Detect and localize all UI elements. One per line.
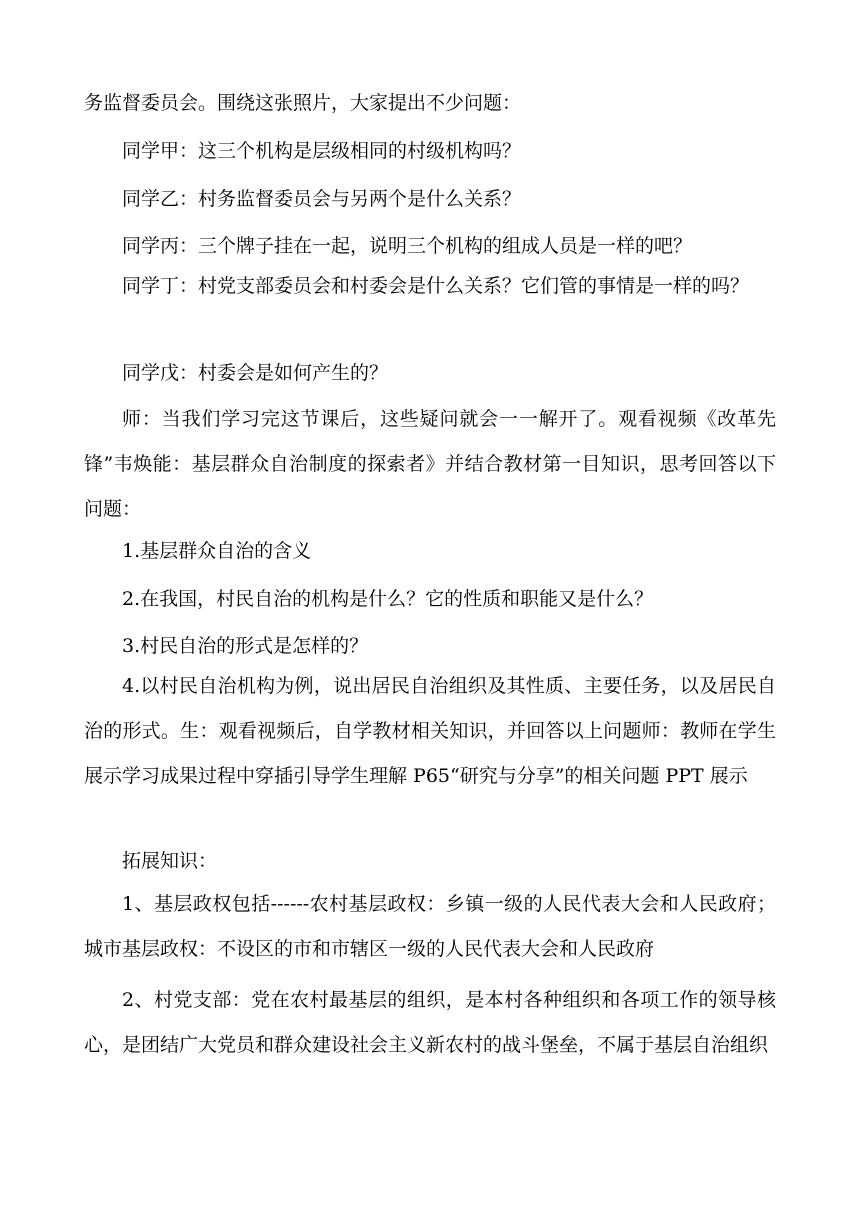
paragraph-student-wu: 同学戊：村委会是如何产生的？ bbox=[122, 362, 389, 384]
paragraph-student-bing: 同学丙：三个牌子挂在一起，说明三个机构的组成人员是一样的吧？ bbox=[122, 235, 693, 257]
extended-knowledge-item-2: 2、村党支部：党在农村最基层的组织，是本村各种组织和各项工作的领导核心，是团结广大党员和群众建设社会主义新农村的战斗堡垒，不属于基层自治组织 bbox=[84, 989, 776, 1056]
extended-knowledge-item-1: 1、基层政权包括------农村基层政权：乡镇一级的人民代表大会和人民政府；城市基层政权：不设区的市和市辖区一级的人民代表大会和人民政府 bbox=[84, 893, 776, 960]
question-3: 3.村民自治的形式是怎样的？ bbox=[122, 635, 369, 657]
paragraph-intro-continuation: 务监督委员会。围绕这张照片，大家提出不少问题： bbox=[84, 92, 522, 114]
paragraph-student-yi: 同学乙：村务监督委员会与另两个是什么关系？ bbox=[122, 188, 522, 210]
question-4: 4.以村民自治机构为例，说出居民自治组织及其性质、主要任务，以及居民自治的形式。生：观看视频后，自学教材相关知识，并回答以上问题师：教师在学生展示学习成果过程中穿插引导学生理解 P65“研究与分享”的相关问题 PPT 展示 bbox=[84, 675, 776, 787]
paragraph-student-jia: 同学甲：这三个机构是层级相同的村级机构吗？ bbox=[122, 140, 522, 162]
paragraph-student-ding: 同学丁：村党支部委员会和村委会是什么关系？它们管的事情是一样的吗？ bbox=[122, 275, 750, 297]
extended-knowledge-heading: 拓展知识： bbox=[122, 850, 218, 872]
question-1: 1.基层群众自治的含义 bbox=[122, 540, 312, 562]
question-2: 2.在我国，村民自治的机构是什么？它的性质和职能又是什么？ bbox=[122, 588, 654, 610]
paragraph-teacher-intro: 师：当我们学习完这节课后，这些疑问就会一一解开了。观看视频《改革先锋”韦焕能：基层群众自治制度的探索者》并结合教材第一目知识，思考回答以下问题： bbox=[84, 408, 776, 520]
